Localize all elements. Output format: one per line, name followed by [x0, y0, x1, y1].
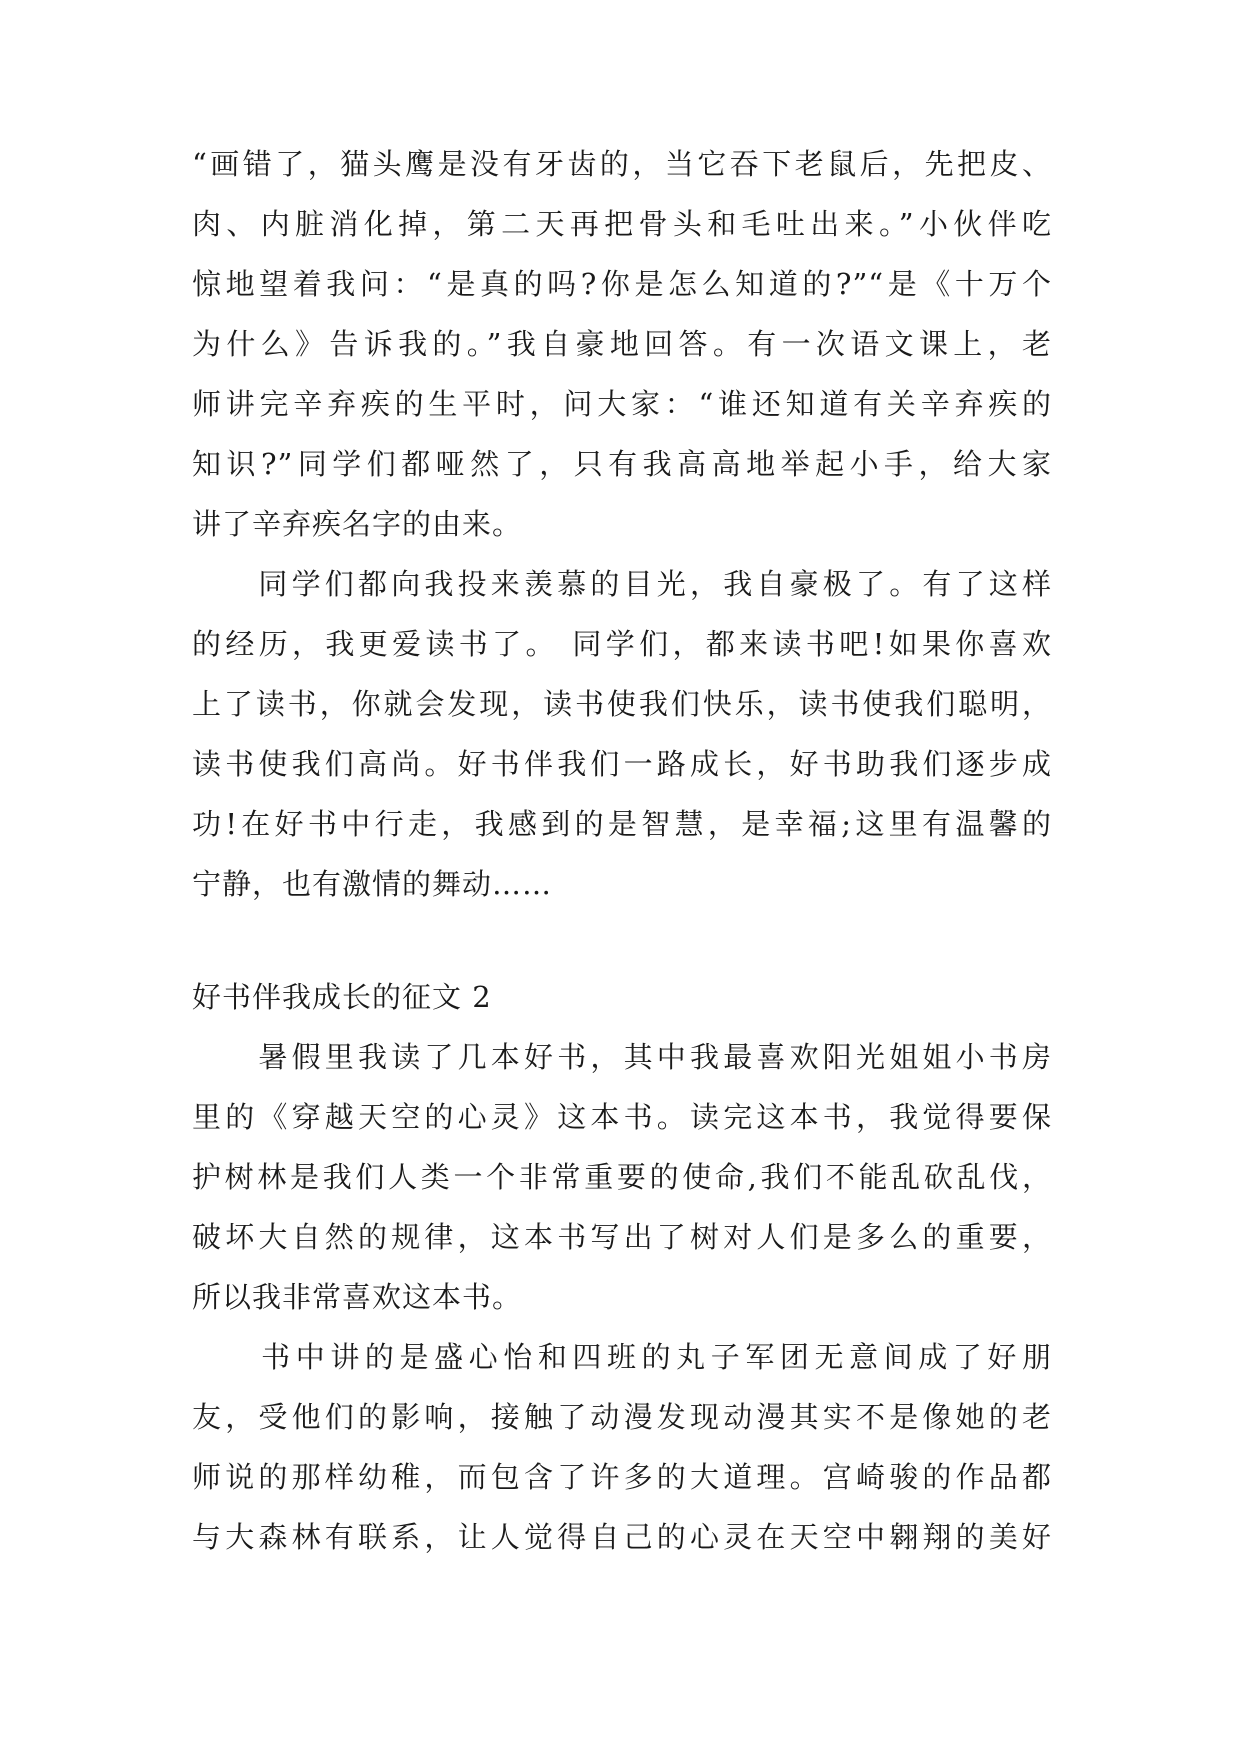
paragraph-line: 里的《穿越天空的心灵》这本书。读完这本书，我觉得要保 — [192, 1100, 1052, 1134]
paragraph-line: 同学们都向我投来羡慕的目光，我自豪极了。有了这样 — [192, 567, 1052, 601]
section-heading — [192, 967, 1052, 1027]
paragraph-line: 上了读书，你就会发现，读书使我们快乐，读书使我们聪明， — [192, 687, 1052, 721]
paragraph-line: 宁静，也有激情的舞动…… — [192, 867, 553, 901]
paragraph-line: 为什么》告诉我的。”我自豪地回答。有一次语文课上，老 — [192, 327, 1052, 361]
paragraph-line: 讲了辛弃疾名字的由来。 — [192, 507, 523, 541]
paragraph-line: 与大森林有联系，让人觉得自己的心灵在天空中翱翔的美好 — [192, 1520, 1052, 1554]
paragraph-line: 知识?”同学们都哑然了，只有我高高地举起小手，给大家 — [192, 447, 1052, 481]
paragraph-line: 功!在好书中行走，我感到的是智慧，是幸福;这里有温馨的 — [192, 807, 1052, 841]
paragraph-line: 破坏大自然的规律，这本书写出了树对人们是多么的重要， — [192, 1220, 1052, 1254]
paragraph-line: 肉、内脏消化掉，第二天再把骨头和毛吐出来。”小伙伴吃 — [192, 207, 1052, 241]
paragraph-4 — [192, 1327, 1052, 1567]
paragraph-line: 师讲完辛弃疾的生平时，问大家：“谁还知道有关辛弃疾的 — [192, 387, 1052, 421]
paragraph-line: 读书使我们高尚。好书伴我们一路成长，好书助我们逐步成 — [192, 747, 1052, 781]
paragraph-line: 惊地望着我问：“是真的吗?你是怎么知道的?”“是《十万个 — [192, 267, 1052, 301]
paragraph-1 — [192, 134, 1052, 554]
paragraph-line: 的经历，我更爱读书了。 同学们，都来读书吧!如果你喜欢 — [192, 627, 1052, 661]
paragraph-line: 护树林是我们人类一个非常重要的使命,我们不能乱砍乱伐， — [192, 1160, 1052, 1194]
paragraph-line: 友，受他们的影响，接触了动漫发现动漫其实不是像她的老 — [192, 1400, 1052, 1434]
section-title: 好书伴我成长的征文 2 — [192, 980, 492, 1014]
paragraph-line: 师说的那样幼稚，而包含了许多的大道理。宫崎骏的作品都 — [192, 1460, 1052, 1494]
paragraph-line: “画错了，猫头鹰是没有牙齿的，当它吞下老鼠后，先把皮、 — [192, 147, 1052, 181]
paragraph-2 — [192, 554, 1052, 914]
paragraph-3 — [192, 1027, 1052, 1327]
paragraph-line: 所以我非常喜欢这本书。 — [192, 1280, 523, 1314]
paragraph-line: 暑假里我读了几本好书，其中我最喜欢阳光姐姐小书房 — [192, 1040, 1052, 1074]
paragraph-line: 书中讲的是盛心怡和四班的丸子军团无意间成了好朋 — [192, 1340, 1052, 1374]
